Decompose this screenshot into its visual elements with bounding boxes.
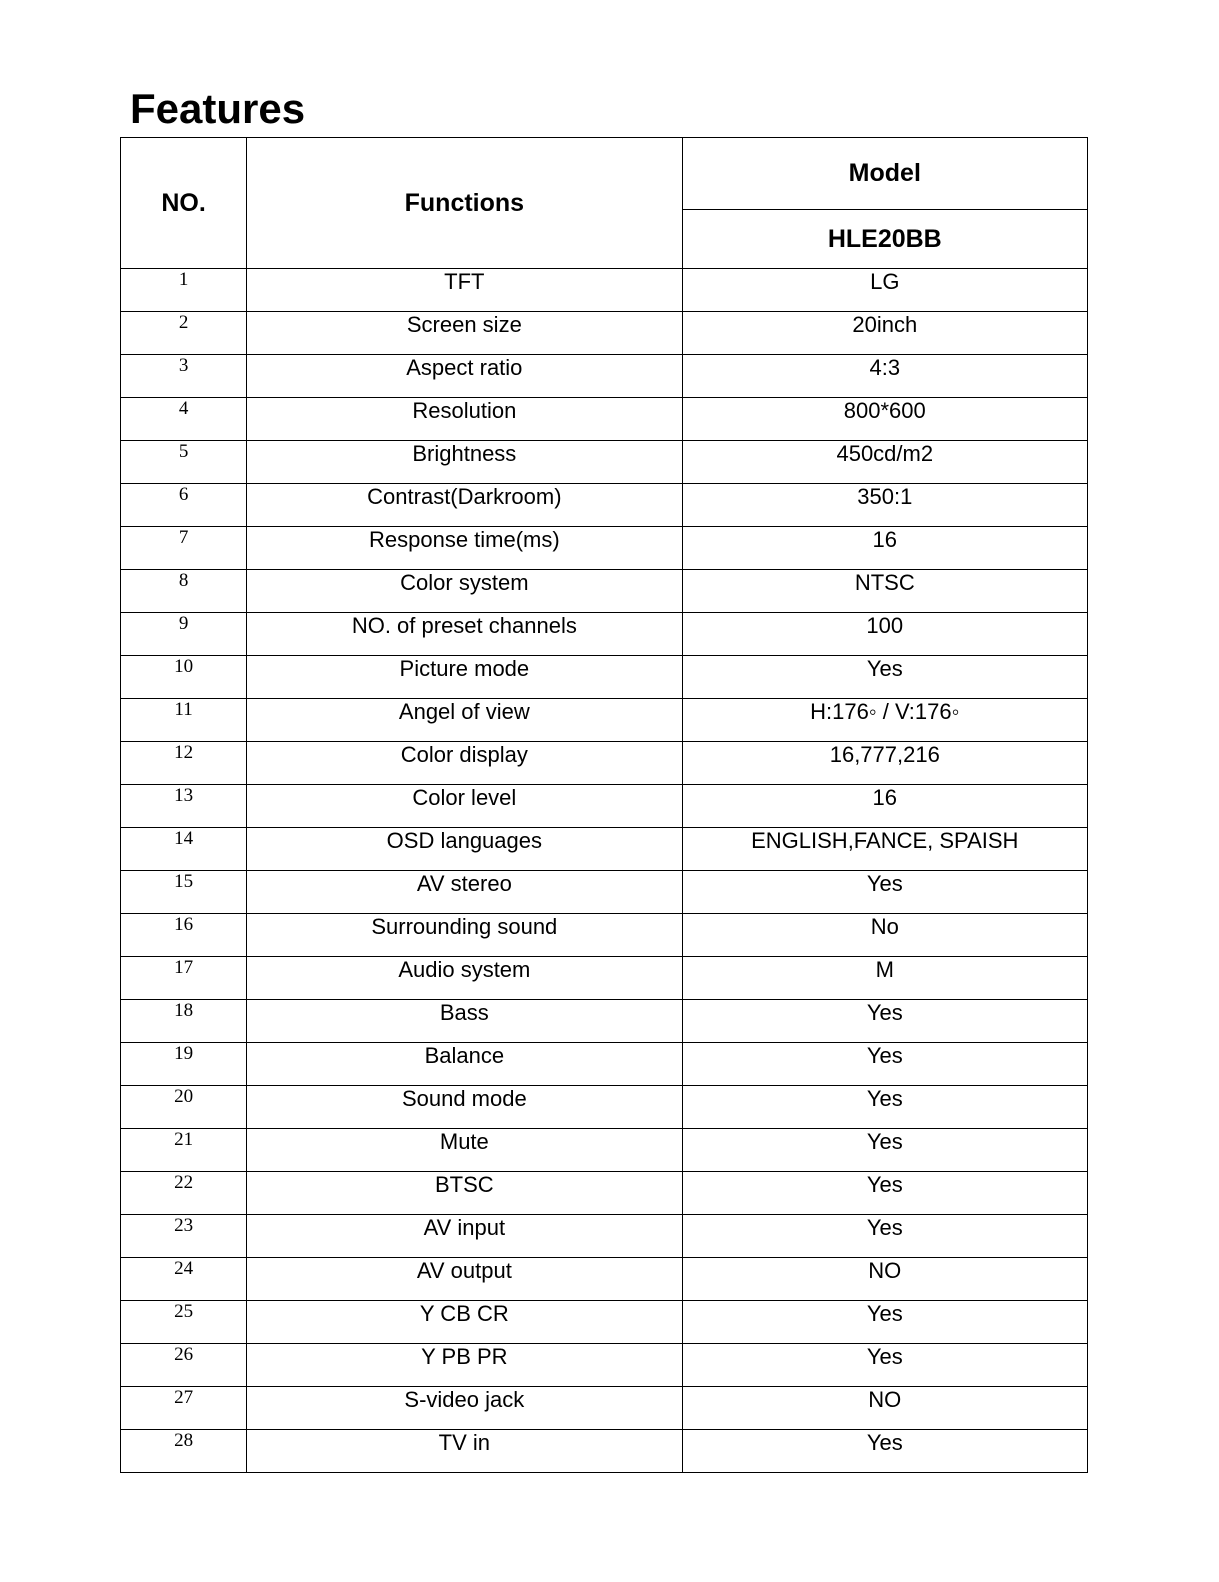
model-value: ENGLISH,FANCE, SPAISH xyxy=(682,828,1087,871)
row-number: 6 xyxy=(121,484,247,527)
table-row xyxy=(121,1086,1088,1129)
function-name: Screen size xyxy=(247,312,682,355)
function-name: Balance xyxy=(247,1043,682,1086)
row-number: 28 xyxy=(121,1430,247,1473)
table-row xyxy=(121,1129,1088,1172)
row-number: 13 xyxy=(121,785,247,828)
row-number: 27 xyxy=(121,1387,247,1430)
function-name: Angel of view xyxy=(247,699,682,742)
model-value: LG xyxy=(682,269,1087,312)
table-row xyxy=(121,1172,1088,1215)
model-value: NTSC xyxy=(682,570,1087,613)
table-row xyxy=(121,312,1088,355)
table-row xyxy=(121,269,1088,312)
table-row xyxy=(121,1258,1088,1301)
row-number: 7 xyxy=(121,527,247,570)
functions-column-header: Functions xyxy=(247,138,682,269)
model-value: 16,777,216 xyxy=(682,742,1087,785)
function-name: Mute xyxy=(247,1129,682,1172)
row-number: 18 xyxy=(121,1000,247,1043)
header-row xyxy=(121,138,1088,210)
function-name: Y PB PR xyxy=(247,1344,682,1387)
function-name: AV input xyxy=(247,1215,682,1258)
function-name: Y CB CR xyxy=(247,1301,682,1344)
row-number: 21 xyxy=(121,1129,247,1172)
row-number: 3 xyxy=(121,355,247,398)
function-name: Aspect ratio xyxy=(247,355,682,398)
table-row xyxy=(121,441,1088,484)
model-value: 4:3 xyxy=(682,355,1087,398)
row-number: 26 xyxy=(121,1344,247,1387)
model-value: Yes xyxy=(682,1129,1087,1172)
table-row xyxy=(121,742,1088,785)
features-table xyxy=(120,137,1088,1473)
model-value: 20inch xyxy=(682,312,1087,355)
table-row xyxy=(121,398,1088,441)
row-number: 1 xyxy=(121,269,247,312)
row-number: 16 xyxy=(121,914,247,957)
table-row xyxy=(121,699,1088,742)
model-value: 350:1 xyxy=(682,484,1087,527)
table-row xyxy=(121,1215,1088,1258)
model-value: 450cd/m2 xyxy=(682,441,1087,484)
model-value: 800*600 xyxy=(682,398,1087,441)
function-name: NO. of preset channels xyxy=(247,613,682,656)
row-number: 24 xyxy=(121,1258,247,1301)
row-number: 14 xyxy=(121,828,247,871)
model-value: Yes xyxy=(682,1344,1087,1387)
function-name: Bass xyxy=(247,1000,682,1043)
function-name: TFT xyxy=(247,269,682,312)
row-number: 2 xyxy=(121,312,247,355)
table-row xyxy=(121,1387,1088,1430)
function-name: Contrast(Darkroom) xyxy=(247,484,682,527)
features-table-body xyxy=(121,269,1088,1473)
model-value: Yes xyxy=(682,1172,1087,1215)
function-name: Response time(ms) xyxy=(247,527,682,570)
function-name: AV stereo xyxy=(247,871,682,914)
model-value: Yes xyxy=(682,1215,1087,1258)
row-number: 15 xyxy=(121,871,247,914)
page-title: Features xyxy=(130,85,306,132)
function-name: OSD languages xyxy=(247,828,682,871)
model-value: NO xyxy=(682,1387,1087,1430)
table-row xyxy=(121,914,1088,957)
function-name: Color level xyxy=(247,785,682,828)
table-row xyxy=(121,785,1088,828)
model-value: Yes xyxy=(682,1086,1087,1129)
model-value: Yes xyxy=(682,871,1087,914)
row-number: 22 xyxy=(121,1172,247,1215)
table-row xyxy=(121,570,1088,613)
no-column-header: NO. xyxy=(121,138,247,269)
function-name: Resolution xyxy=(247,398,682,441)
row-number: 9 xyxy=(121,613,247,656)
function-name: TV in xyxy=(247,1430,682,1473)
function-name: S-video jack xyxy=(247,1387,682,1430)
model-value: NO xyxy=(682,1258,1087,1301)
table-row xyxy=(121,527,1088,570)
function-name: Sound mode xyxy=(247,1086,682,1129)
function-name: BTSC xyxy=(247,1172,682,1215)
function-name: Picture mode xyxy=(247,656,682,699)
model-value: 16 xyxy=(682,785,1087,828)
function-name: Surrounding sound xyxy=(247,914,682,957)
model-value: Yes xyxy=(682,1430,1087,1473)
row-number: 8 xyxy=(121,570,247,613)
row-number: 19 xyxy=(121,1043,247,1086)
table-row xyxy=(121,656,1088,699)
model-value: Yes xyxy=(682,1043,1087,1086)
model-value: 100 xyxy=(682,613,1087,656)
row-number: 10 xyxy=(121,656,247,699)
model-value: H:176◦ / V:176◦ xyxy=(682,699,1087,742)
function-name: AV output xyxy=(247,1258,682,1301)
table-row xyxy=(121,1043,1088,1086)
table-row xyxy=(121,828,1088,871)
row-number: 12 xyxy=(121,742,247,785)
table-row xyxy=(121,1000,1088,1043)
row-number: 11 xyxy=(121,699,247,742)
model-value: Yes xyxy=(682,1000,1087,1043)
table-row xyxy=(121,1344,1088,1387)
row-number: 4 xyxy=(121,398,247,441)
model-value: 16 xyxy=(682,527,1087,570)
model-name-header: HLE20BB xyxy=(682,210,1087,269)
row-number: 23 xyxy=(121,1215,247,1258)
function-name: Color system xyxy=(247,570,682,613)
table-row xyxy=(121,355,1088,398)
model-column-header: Model xyxy=(682,138,1087,210)
row-number: 5 xyxy=(121,441,247,484)
model-value: Yes xyxy=(682,656,1087,699)
function-name: Brightness xyxy=(247,441,682,484)
row-number: 17 xyxy=(121,957,247,1000)
model-value: M xyxy=(682,957,1087,1000)
table-row xyxy=(121,613,1088,656)
row-number: 20 xyxy=(121,1086,247,1129)
function-name: Audio system xyxy=(247,957,682,1000)
table-row xyxy=(121,1430,1088,1473)
table-row xyxy=(121,1301,1088,1344)
row-number: 25 xyxy=(121,1301,247,1344)
table-row xyxy=(121,871,1088,914)
function-name: Color display xyxy=(247,742,682,785)
model-value: Yes xyxy=(682,1301,1087,1344)
model-value: No xyxy=(682,914,1087,957)
table-row xyxy=(121,484,1088,527)
table-row xyxy=(121,957,1088,1000)
